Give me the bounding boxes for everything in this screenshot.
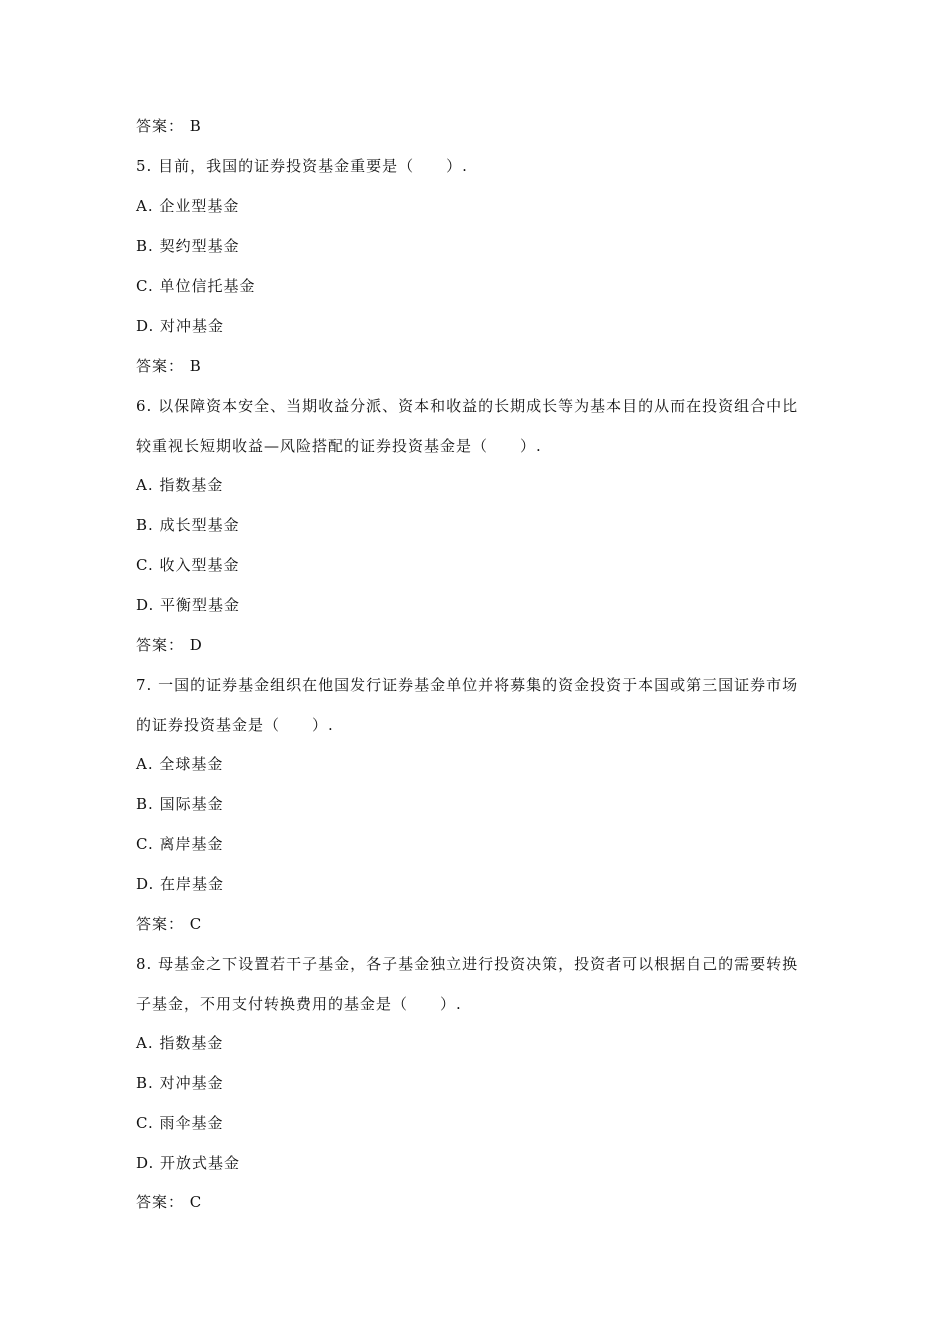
option-letter: A. [136, 755, 154, 773]
option-a [136, 1033, 836, 1053]
option-letter: B. [136, 795, 154, 813]
option-text: 企业型基金 [159, 197, 240, 215]
option-d [136, 1153, 836, 1173]
question-stem-line [136, 994, 836, 1014]
option-a [136, 475, 836, 495]
question-number: 6. [136, 397, 153, 415]
option-b [136, 794, 836, 814]
option-text: 契约型基金 [159, 237, 240, 255]
option-letter: C. [136, 556, 154, 574]
question-stem-line [136, 675, 836, 695]
question-number: 8. [136, 955, 153, 973]
option-text: 单位信托基金 [159, 277, 256, 295]
option-text: 指数基金 [159, 1034, 224, 1052]
question-stem-line [136, 954, 836, 974]
option-text: 成长型基金 [159, 516, 240, 534]
question-text: 的证券投资基金是（ ）. [136, 716, 334, 734]
option-text: 雨伞基金 [159, 1114, 224, 1132]
option-c [136, 555, 836, 575]
answer-line [136, 1192, 836, 1212]
answer-label: 答案： [136, 117, 185, 135]
option-text: 平衡型基金 [160, 596, 241, 614]
answer-line [136, 914, 836, 934]
question-text: 以保障资本安全、当期收益分派、资本和收益的长期成长等为基本目的从而在投资组合中比 [158, 397, 799, 415]
question-number: 5. [136, 157, 153, 175]
answer-label: 答案： [136, 357, 185, 375]
option-letter: C. [136, 277, 154, 295]
answer-line [136, 356, 836, 376]
option-c [136, 1113, 836, 1133]
option-b [136, 236, 836, 256]
answer-value: B [189, 117, 202, 135]
question-text: 较重视长短期收益—风险搭配的证券投资基金是（ ）. [136, 437, 542, 455]
answer-line [136, 635, 836, 655]
option-text: 全球基金 [159, 755, 224, 773]
option-text: 离岸基金 [159, 835, 224, 853]
option-c [136, 834, 836, 854]
option-d [136, 595, 836, 615]
question-text: 目前，我国的证券投资基金重要是（ ）. [158, 157, 468, 175]
answer-label: 答案： [136, 915, 185, 933]
option-text: 对冲基金 [159, 1074, 224, 1092]
option-c [136, 276, 836, 296]
answer-line [136, 116, 836, 136]
option-letter: C. [136, 835, 154, 853]
question-stem-line [136, 396, 836, 416]
answer-label: 答案： [136, 636, 185, 654]
answer-value: D [189, 636, 203, 654]
option-text: 国际基金 [159, 795, 224, 813]
answer-value: C [189, 1193, 203, 1211]
question-text: 子基金，不用支付转换费用的基金是（ ）. [136, 995, 462, 1013]
option-letter: B. [136, 1074, 154, 1092]
option-letter: D. [136, 596, 155, 614]
question-text: 一国的证券基金组织在他国发行证券基金单位并将募集的资金投资于本国或第三国证券市场 [158, 676, 799, 694]
option-d [136, 316, 836, 336]
option-letter: A. [136, 476, 154, 494]
option-text: 对冲基金 [160, 317, 225, 335]
option-letter: D. [136, 317, 155, 335]
option-letter: D. [136, 1154, 155, 1172]
option-text: 在岸基金 [160, 875, 225, 893]
option-a [136, 196, 836, 216]
option-text: 收入型基金 [159, 556, 240, 574]
option-letter: A. [136, 1034, 154, 1052]
answer-label: 答案： [136, 1193, 185, 1211]
option-d [136, 874, 836, 894]
answer-value: B [189, 357, 202, 375]
option-letter: B. [136, 237, 154, 255]
option-letter: A. [136, 197, 154, 215]
question-stem-line [136, 156, 836, 176]
question-stem-line [136, 436, 836, 456]
option-text: 开放式基金 [160, 1154, 241, 1172]
option-letter: C. [136, 1114, 154, 1132]
question-text: 母基金之下设置若干子基金，各子基金独立进行投资决策，投资者可以根据自己的需要转换 [158, 955, 799, 973]
option-letter: B. [136, 516, 154, 534]
option-b [136, 1073, 836, 1093]
option-a [136, 754, 836, 774]
option-b [136, 515, 836, 535]
option-text: 指数基金 [159, 476, 224, 494]
question-stem-line [136, 715, 836, 735]
question-number: 7. [136, 676, 153, 694]
option-letter: D. [136, 875, 155, 893]
answer-value: C [189, 915, 203, 933]
